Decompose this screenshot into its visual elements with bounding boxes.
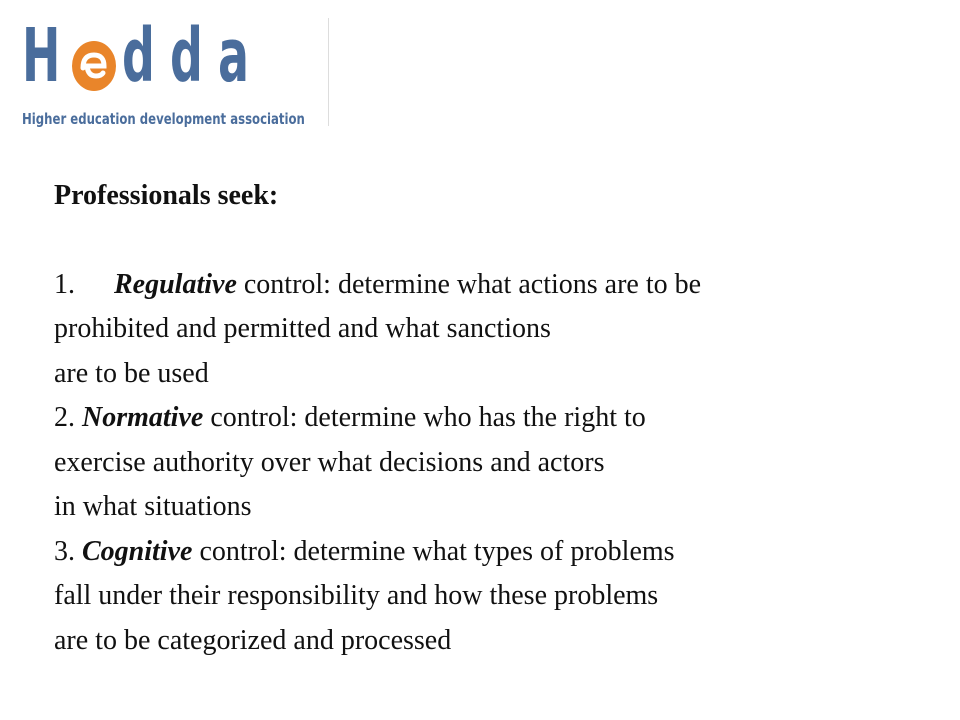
item-line: exercise authority over what decisions and actors [54, 446, 605, 478]
item-line: are to be used [54, 357, 209, 389]
slide-content [54, 174, 934, 663]
item-line: prohibited and permitted and what sanctions [54, 313, 551, 344]
item-line: fall under their responsibility and how these problems [54, 580, 659, 611]
item-number: 2. [54, 402, 75, 433]
logo-divider [328, 18, 329, 126]
logo-letter-d1: d [122, 13, 155, 99]
item-line: are to be categorized and processed [54, 624, 452, 656]
logo-letter-a: a [218, 13, 249, 99]
logo-letter-d2: d [170, 13, 203, 99]
logo-letter-e [70, 16, 122, 96]
list-item-normative [54, 396, 934, 530]
item-line: control: determine what types of problems [192, 535, 675, 567]
list-item-regulative [54, 263, 934, 397]
item-term: Normative [82, 402, 204, 433]
logo-letter-h: H [22, 13, 61, 99]
item-number: 3. [54, 535, 75, 567]
item-term: Regulative [114, 268, 237, 300]
item-line: in what situations [54, 491, 252, 522]
logo-wordmark [22, 13, 266, 99]
item-number: 1. [54, 268, 75, 300]
item-term: Cognitive [82, 535, 193, 567]
logo-tagline: Higher education development association [22, 110, 305, 128]
slide-heading: Professionals seek: [54, 180, 279, 211]
item-line: control: determine who has the right to [203, 402, 646, 433]
hedda-logo [22, 13, 332, 128]
item-line: control: determine what actions are to be [236, 268, 702, 300]
logo-e-mark-icon [70, 40, 118, 92]
list-item-cognitive [54, 530, 934, 664]
